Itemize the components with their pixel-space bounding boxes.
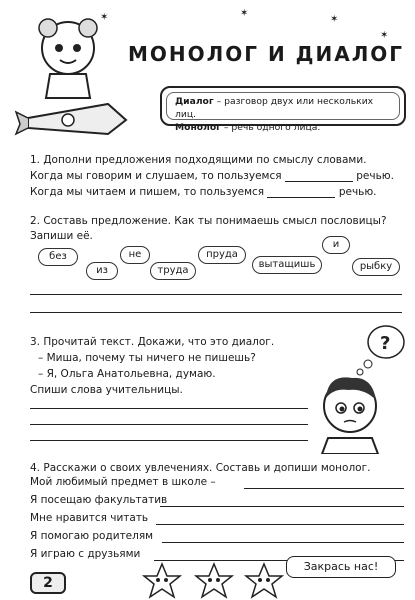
answer-blank[interactable]	[285, 171, 353, 182]
dialog-line: – Я, Ольга Анатольевна, думаю.	[38, 368, 216, 380]
task1-sentence-end: речью.	[356, 170, 394, 182]
monolog-prompt: Мой любимый предмет в школе –	[30, 476, 216, 488]
task1-sentence	[30, 186, 377, 198]
page-title: МОНОЛОГ И ДИАЛОГ	[128, 42, 405, 66]
svg-text:?: ?	[380, 333, 391, 354]
definition-term: Диалог	[175, 96, 214, 107]
definition-text: – разговор двух или нескольких лиц.	[175, 96, 374, 120]
task2-instruction: Запиши её.	[30, 230, 93, 242]
star-icon: ✶	[240, 8, 249, 19]
thinking-boy-illustration	[308, 318, 408, 454]
task1-sentence-end: речью.	[338, 186, 377, 198]
star-icon: ✶	[100, 12, 109, 23]
monolog-prompt: Я помогаю родителям	[30, 530, 154, 542]
girl-on-rocket-illustration	[8, 8, 143, 143]
answer-line[interactable]	[244, 488, 404, 489]
coloring-stars-illustration[interactable]	[140, 562, 290, 600]
monolog-prompt: Я посещаю факультатив	[30, 494, 168, 506]
task2-instruction: 2. Составь предложение. Как ты понимаешь смысл пословицы?	[30, 215, 387, 227]
word-cloud: из	[86, 262, 118, 280]
answer-blank[interactable]	[267, 187, 335, 198]
star-icon: ✶	[330, 14, 339, 25]
monolog-prompt: Я играю с друзьями	[30, 548, 141, 560]
monolog-prompt: Мне нравится читать	[30, 512, 149, 524]
task3-instruction: 3. Прочитай текст. Докажи, что это диалог.	[30, 336, 275, 348]
task4-instruction: 4. Расскажи о своих увлечениях. Составь и допиши монолог.	[30, 462, 371, 474]
answer-line[interactable]	[30, 408, 308, 409]
answer-line[interactable]	[30, 424, 308, 425]
definition-box	[160, 86, 406, 133]
word-cloud: пруда	[198, 246, 246, 264]
task1-sentence-start: Когда мы говорим и слушаем, то пользуемся	[30, 170, 282, 182]
word-cloud: рыбку	[352, 258, 400, 276]
dialog-line: – Миша, почему ты ничего не пишешь?	[38, 352, 256, 364]
answer-line[interactable]	[30, 312, 402, 313]
word-cloud: труда	[150, 262, 196, 280]
answer-line[interactable]	[30, 294, 402, 295]
task1-sentence-start: Когда мы читаем и пишем, то пользуемся	[30, 186, 265, 198]
answer-line[interactable]	[156, 524, 404, 525]
word-cloud: вытащишь	[252, 256, 322, 274]
answer-line[interactable]	[162, 542, 404, 543]
answer-line[interactable]	[160, 506, 404, 507]
definition-term: Монолог	[175, 122, 221, 133]
star-icon: ✶	[380, 30, 389, 41]
page-number: 2	[30, 572, 66, 594]
task1-instruction: 1. Дополни предложения подходящими по смыслу словами.	[30, 154, 367, 166]
word-cloud: без	[38, 248, 78, 266]
definition-text: – речь одного лица.	[220, 122, 321, 133]
task1-sentence	[30, 170, 394, 182]
task3-instruction: Спиши слова учительницы.	[30, 384, 183, 396]
word-cloud: не	[120, 246, 150, 264]
speech-bubble: Закрась нас!	[286, 556, 396, 578]
answer-line[interactable]	[30, 440, 308, 441]
word-cloud: и	[322, 236, 350, 254]
